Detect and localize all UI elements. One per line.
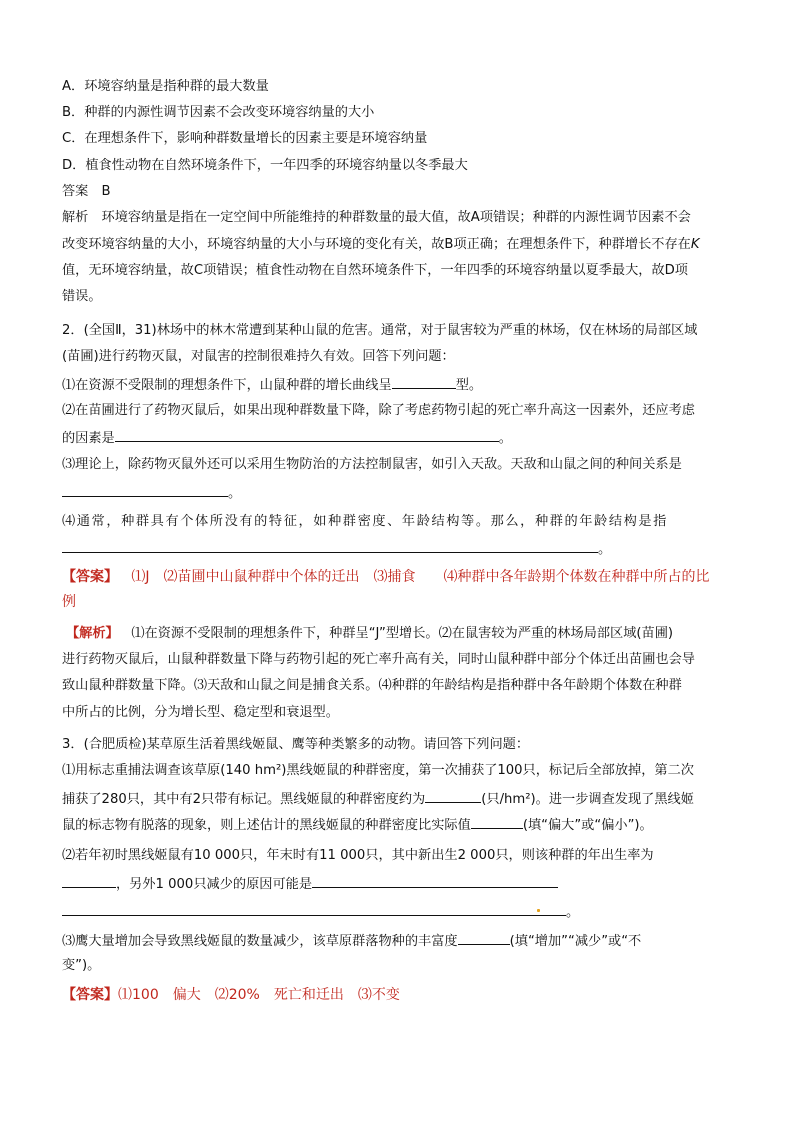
q3-part2: ⑵若年初时黑线姬鼠有10 000只，年末时有11 000只，其中新出生2 000只，则该种群的年出生率为 bbox=[62, 848, 654, 863]
q1-explanation-line: 值，无环境容纳量，故C项错误；植食性动物在自然环境条件下，一年四季的环境容纳量以夏季最大，故D项 bbox=[62, 263, 688, 278]
stray-mark bbox=[537, 909, 540, 912]
q2-stem: 2．(全国Ⅱ，31)林场中的林木常遭到某种山鼠的危害。通常，对于鼠害较为严重的林场，仅在林场的局部区域 bbox=[62, 323, 698, 338]
q1-explanation-line: 改变环境容纳量的大小，环境容纳量的大小与环境的变化有关，故B项正确；在理想条件下，种群增长不存在K bbox=[62, 237, 700, 252]
q2-part3: 。 bbox=[62, 484, 734, 502]
answer-blank bbox=[62, 540, 598, 553]
q2-explanation: 中所占的比例，分为增长型、稳定型和衰退型。 bbox=[62, 705, 339, 720]
q2-answer: 例 bbox=[62, 594, 76, 610]
q2-explanation: 【解析】 ⑴在资源不受限制的理想条件下，种群呈“J”型增长。⑵在鼠害较为严重的林场局部区域(苗圃) bbox=[66, 626, 674, 641]
q2-explanation: 致山鼠种群数量下降。⑶天敌和山鼠之间是捕食关系。⑷种群的年龄结构是指种群中各年龄期个体数在种群 bbox=[62, 678, 682, 693]
q2-part4: 。 bbox=[62, 540, 734, 558]
q3-part3: 变”)。 bbox=[62, 958, 101, 973]
q3-answer: 【答案】⑴100 偏大 ⑵20% 死亡和迁出 ⑶不变 bbox=[62, 987, 400, 1003]
q2-part2: 的因素是 。 bbox=[62, 431, 512, 446]
q3-part1: 鼠的标志物有脱落的现象，则上述估计的黑线姬鼠的种群密度比实际值 (填“偏大”或“偏小”)。 bbox=[62, 818, 653, 833]
q2-part3: ⑶理论上，除药物灭鼠外还可以采用生物防治的方法控制鼠害，如引入天敌。天敌和山鼠之间的种间关系是 bbox=[62, 457, 682, 472]
q2-answer: 【答案】 ⑴J ⑵苗圃中山鼠种群中个体的迁出 ⑶捕食 ⑷种群中各年龄期个体数在种群中所占的比 bbox=[62, 569, 710, 585]
option-a: A．环境容纳量是指种群的最大数量 bbox=[62, 79, 269, 94]
answer-blank bbox=[62, 484, 228, 497]
q2-explanation: 进行药物灭鼠后，山鼠种群数量下降与药物引起的死亡率升高有关，同时山鼠种群中部分个体迁出苗圃也会导 bbox=[62, 652, 695, 667]
option-c: C．在理想条件下，影响种群数量增长的因素主要是环境容纳量 bbox=[62, 131, 428, 146]
q3-part1: 捕获了280只，其中有2只带有标记。黑线姬鼠的种群密度约为 (只/hm²)。进一步调查发现了黑线姬 bbox=[62, 792, 694, 807]
q1-explanation-line: 解析 环境容纳量是指在一定空间中所能维持的种群数量的最大值，故A项错误；种群的内源性调节因素不会 bbox=[62, 210, 691, 225]
option-d: D．植食性动物在自然环境条件下，一年四季的环境容纳量以冬季最大 bbox=[62, 158, 468, 173]
q1-explanation-line: 错误。 bbox=[62, 289, 102, 304]
answer-blank bbox=[392, 376, 456, 389]
q3-part2: ，另外1 000只减少的原因可能是 bbox=[62, 875, 734, 893]
q3-part2: 。 bbox=[62, 903, 734, 921]
q1-answer: 答案 B bbox=[62, 184, 111, 199]
q2-part4: ⑷ 通 常 ， 种 群 具 有 个 体 所 没 有 的 特 征 ， 如 种 群 密 度 、 年 龄 结 构 等 。 那 么 ， 种 群 的 年 龄 结 构 是 指 bbox=[62, 514, 666, 529]
q2-stem: (苗圃)进行药物灭鼠，对鼠害的控制很难持久有效。回答下列问题： bbox=[62, 349, 455, 364]
answer-blank bbox=[471, 816, 523, 829]
answer-blank bbox=[115, 429, 499, 442]
answer-blank bbox=[425, 790, 481, 803]
option-b: B．种群的内源性调节因素不会改变环境容纳量的大小 bbox=[62, 105, 375, 120]
q2-part1: ⑴在资源不受限制的理想条件下，山鼠种群的增长曲线呈 型。 bbox=[62, 378, 483, 393]
answer-blank bbox=[62, 875, 116, 888]
q3-part1: ⑴用标志重捕法调查该草原(140 hm²)黑线姬鼠的种群密度，第一次捕获了100只，标记后全部放掉，第二次 bbox=[62, 763, 694, 778]
answer-blank bbox=[62, 903, 566, 916]
answer-blank bbox=[312, 875, 558, 888]
q3-part3: ⑶鹰大量增加会导致黑线姬鼠的数量减少，该草原群落物种的丰富度 (填“增加”“减少”或“不 bbox=[62, 934, 642, 949]
q3-stem: 3．(合肥质检)某草原生活着黑线姬鼠、鹰等种类繁多的动物。请回答下列问题： bbox=[62, 737, 530, 752]
answer-blank bbox=[458, 932, 510, 945]
q2-part2: ⑵在苗圃进行了药物灭鼠后，如果出现种群数量下降，除了考虑药物引起的死亡率升高这一因素外，还应考虑 bbox=[62, 403, 695, 418]
